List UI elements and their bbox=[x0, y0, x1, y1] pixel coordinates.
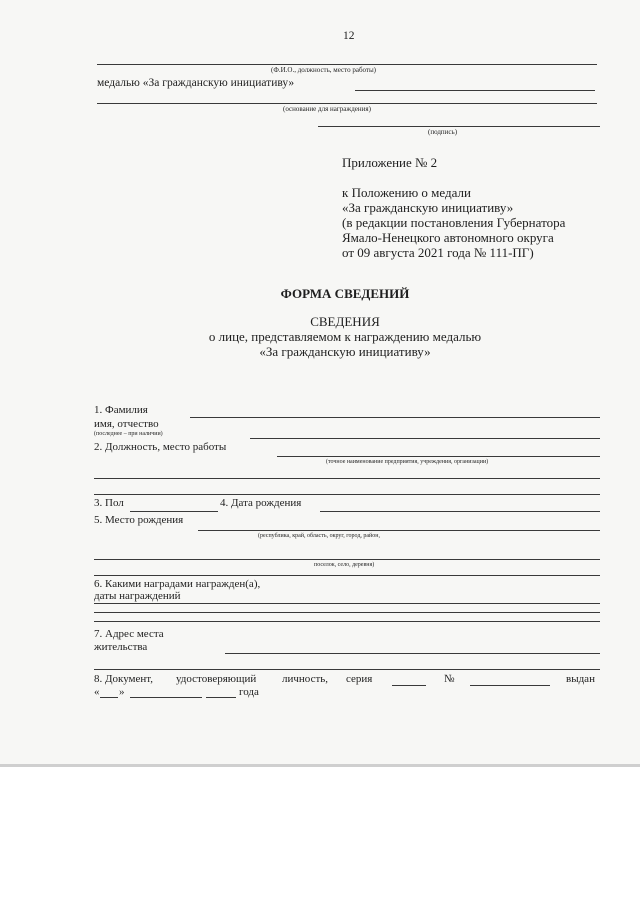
birth-place-label: 5. Место рождения bbox=[94, 514, 184, 526]
fio-line bbox=[97, 64, 597, 65]
address-field-line-2[interactable] bbox=[94, 669, 600, 670]
awards-field-line-3[interactable] bbox=[94, 621, 600, 622]
document-series-label: серия bbox=[346, 673, 373, 685]
basis-line bbox=[97, 103, 597, 104]
birth-place-field-line-2[interactable] bbox=[94, 559, 600, 560]
document-label-3: личность, bbox=[282, 673, 329, 685]
position-label: 2. Должность, место работы bbox=[94, 441, 227, 453]
document-date-close-quote: » bbox=[119, 686, 125, 698]
signature-line bbox=[318, 126, 600, 127]
awards-field-line-2[interactable] bbox=[94, 612, 600, 613]
appendix-line-4: Ямало-Ненецкого автономного округа bbox=[342, 230, 554, 245]
name-note: (последнее – при наличии) bbox=[94, 431, 163, 437]
form-subtitle-1: о лице, представляемом к награждению медалью bbox=[208, 329, 482, 344]
name-label: имя, отчество bbox=[94, 418, 159, 430]
position-field-line-3[interactable] bbox=[94, 494, 600, 495]
document-date-open-quote: « bbox=[94, 686, 100, 698]
position-caption: (точное наименование предприятия, учреждения, организации) bbox=[326, 459, 489, 465]
form-heading: ФОРМА СВЕДЕНИЙ bbox=[280, 286, 410, 301]
sex-field-line[interactable] bbox=[130, 511, 218, 512]
birth-place-field-line[interactable] bbox=[198, 530, 600, 531]
surname-label: 1. Фамилия bbox=[94, 404, 148, 416]
signature-caption: (подпись) bbox=[428, 128, 458, 136]
awards-field-line[interactable] bbox=[94, 603, 600, 604]
document-label: 8. Документ, bbox=[94, 673, 154, 685]
basis-caption: (основание для награждения) bbox=[283, 105, 371, 113]
document-issued-label: выдан bbox=[566, 673, 595, 685]
document-number-field[interactable] bbox=[470, 685, 550, 686]
awards-label-2: даты награждений bbox=[94, 590, 181, 602]
document-number-label: № bbox=[444, 673, 455, 685]
birth-place-field-line-3[interactable] bbox=[94, 575, 600, 576]
appendix-line-1: к Положению о медали bbox=[342, 185, 471, 200]
awards-label: 6. Какими наградами награжден(а), bbox=[94, 578, 261, 590]
surname-field-line[interactable] bbox=[190, 417, 600, 418]
appendix-line-2: «За гражданскую инициативу» bbox=[342, 200, 514, 215]
appendix-line-3: (в редакции постановления Губернатора bbox=[342, 215, 566, 230]
document-year-field[interactable] bbox=[206, 697, 236, 698]
position-field-line[interactable] bbox=[277, 456, 600, 457]
fio-caption: (Ф.И.О., должность, место работы) bbox=[271, 66, 377, 74]
birth-date-field-line[interactable] bbox=[320, 511, 600, 512]
medal-line-text: медалью «За гражданскую инициативу» bbox=[97, 77, 295, 89]
sex-label: 3. Пол bbox=[94, 497, 124, 509]
name-field-line[interactable] bbox=[250, 438, 600, 439]
document-day-field[interactable] bbox=[100, 697, 118, 698]
page-edge bbox=[0, 764, 640, 767]
medal-fill-line bbox=[355, 90, 595, 91]
document-label-2: удостоверяющий bbox=[176, 673, 257, 685]
document-month-field[interactable] bbox=[130, 697, 202, 698]
address-label: 7. Адрес места bbox=[94, 628, 164, 640]
appendix-line-5: от 09 августа 2021 года № 111-ПГ) bbox=[342, 245, 534, 260]
page-number: 12 bbox=[343, 30, 355, 42]
address-label-2: жительства bbox=[94, 641, 148, 653]
position-field-line-2[interactable] bbox=[94, 478, 600, 479]
form-subtitle-2: «За гражданскую инициативу» bbox=[259, 344, 431, 359]
birth-place-caption-2: поселок, село, деревня) bbox=[314, 562, 375, 568]
birth-date-label: 4. Дата рождения bbox=[220, 497, 302, 509]
form-title: СВЕДЕНИЯ bbox=[310, 314, 380, 329]
address-field-line[interactable] bbox=[225, 653, 600, 654]
document-year-label: года bbox=[239, 686, 259, 698]
appendix-title: Приложение № 2 bbox=[342, 155, 438, 170]
birth-place-caption: (республика, край, область, округ, город, район, bbox=[258, 533, 380, 539]
document-series-field[interactable] bbox=[392, 685, 426, 686]
